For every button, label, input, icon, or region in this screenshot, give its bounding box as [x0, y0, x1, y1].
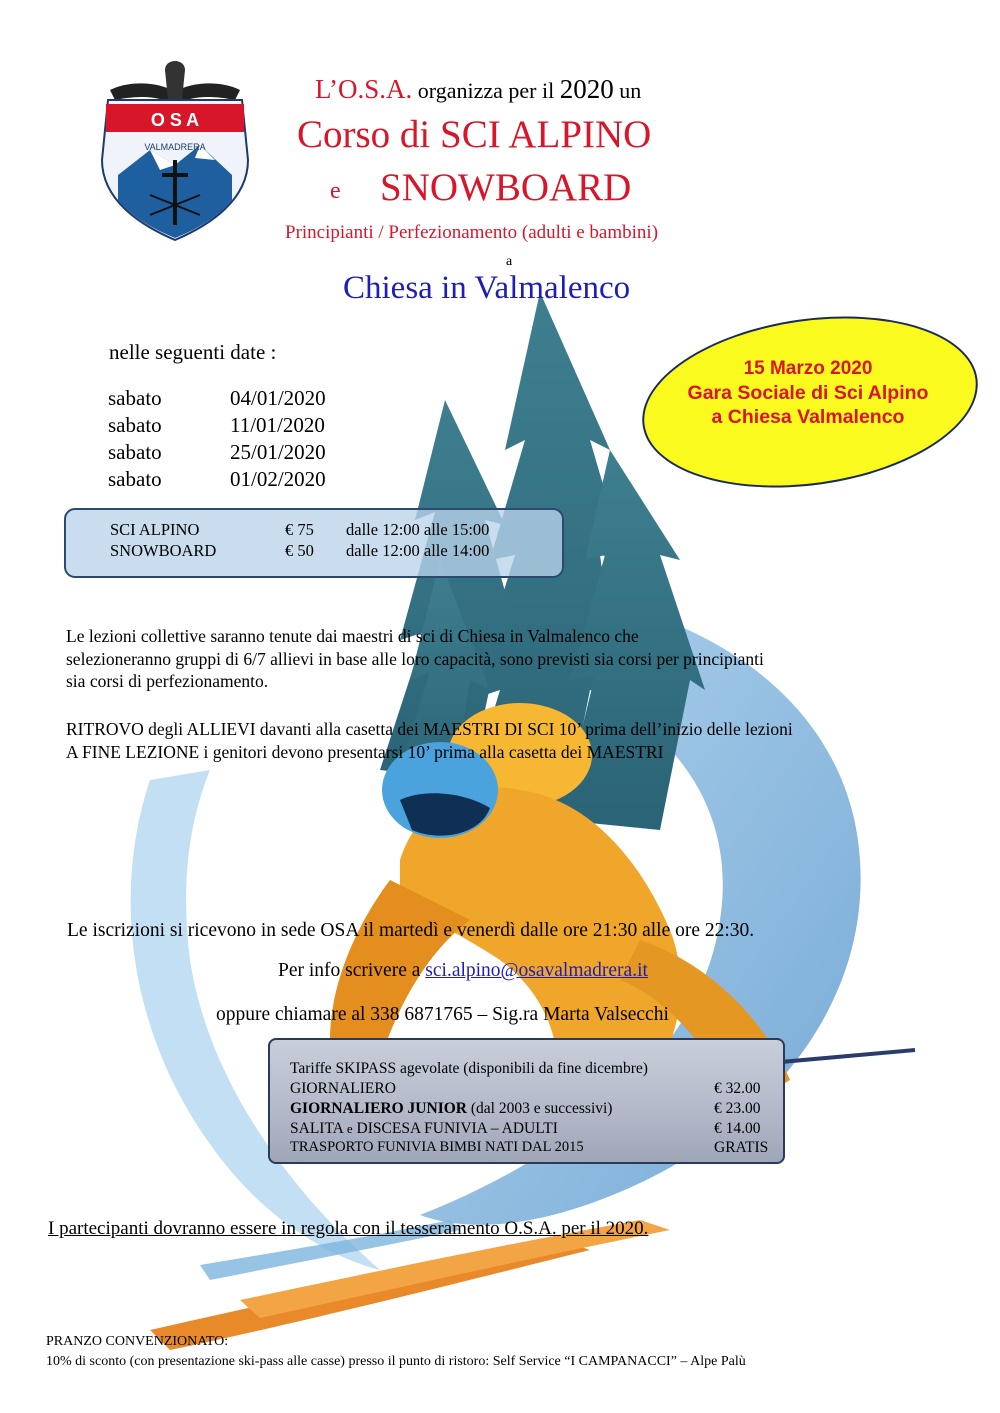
race-name: Gara Sociale di Sci Alpino	[687, 382, 929, 404]
skipass-junior-label: GIORNALIERO JUNIOR	[290, 1100, 467, 1117]
course-price-box	[64, 508, 564, 578]
enrollment-text: Le iscrizioni si ricevono in sede OSA il martedì e venerdì dalle ore 21:30 alle ore 22:30.	[67, 920, 755, 941]
meeting-line: A FINE LEZIONE i genitori devono presentarsi 10’ prima alla casetta dei MAESTRI	[66, 741, 664, 762]
header-line1	[315, 74, 745, 105]
location-prefix: a	[506, 254, 513, 269]
skipass-item-price: € 23.00	[714, 1100, 761, 1117]
skipass-label-part: e	[346, 1121, 353, 1136]
membership-note: I partecipanti dovranno essere in regola con il tesseramento O.S.A. per il 2020.	[48, 1218, 649, 1239]
year: 2020	[559, 74, 614, 104]
skipass-title: Tariffe SKIPASS agevolate (disponibili da fine dicembre)	[290, 1060, 648, 1077]
course-time: dalle 12:00 alle 15:00	[346, 520, 490, 539]
skipass-item-label	[290, 1120, 558, 1138]
course-time: dalle 12:00 alle 14:00	[346, 541, 490, 560]
course-price: € 75	[285, 520, 314, 539]
info-email-line	[278, 960, 648, 982]
course-title: Corso di SCI ALPINO	[297, 113, 652, 156]
skipass-item-price: GRATIS	[714, 1139, 769, 1156]
organizes-text: organizza per il	[412, 78, 560, 103]
info-prefix: Per info scrivere a	[278, 960, 426, 981]
skipass-junior-note: (dal 2003 e successivi)	[466, 1100, 613, 1117]
date-value: 04/01/2020	[230, 386, 326, 410]
skipass-item-label	[290, 1100, 612, 1118]
date-row	[108, 467, 326, 492]
date-row	[108, 413, 325, 438]
date-value: 01/02/2020	[230, 467, 326, 491]
osa-logo	[102, 61, 248, 240]
logo-text-arc: VALMADRERA	[144, 142, 206, 152]
race-callout-text	[641, 357, 975, 429]
race-date: 15 Marzo 2020	[743, 358, 873, 379]
skipass-item-label: TRASPORTO FUNIVIA BIMBI NATI DAL 2015	[290, 1139, 584, 1155]
date-day: sabato	[108, 440, 162, 464]
skipass-label-part: SALITA	[290, 1120, 347, 1137]
phone-line: oppure chiamare al 338 6871765 – Sig.ra Marta Valsecchi	[216, 1004, 669, 1025]
date-day: sabato	[108, 386, 162, 410]
skipass-item-label: GIORNALIERO	[290, 1080, 396, 1097]
race-location: a Chiesa Valmalenco	[711, 406, 905, 428]
date-day: sabato	[108, 467, 162, 491]
lessons-line: sia corsi di perfezionamento.	[66, 671, 269, 691]
location-title: Chiesa in Valmalenco	[343, 270, 631, 306]
email-link[interactable]: sci.alpino@osavalmadrera.it	[425, 960, 648, 981]
date-value: 11/01/2020	[230, 413, 325, 437]
course-name: SNOWBOARD	[110, 541, 217, 560]
skipass-item-price: € 32.00	[714, 1080, 761, 1097]
skipass-label-part: DISCESA FUNIVIA – ADULTI	[352, 1120, 558, 1137]
course-price-row	[110, 520, 489, 540]
title-conjunction: e	[330, 178, 341, 204]
course-name: SCI ALPINO	[110, 520, 200, 539]
lessons-line: selezioneranno gruppi di 6/7 allievi in base alle loro capacità, sono previsti sia corsi per principianti	[66, 648, 764, 669]
un-text: un	[613, 78, 642, 103]
meeting-line: RITROVO degli ALLIEVI davanti alla casetta dei MAESTRI DI SCI 10’ prima dell’inizio delle lezioni	[66, 719, 793, 739]
osa-name: L’O.S.A.	[315, 74, 413, 104]
date-value: 25/01/2020	[230, 440, 326, 464]
logo-text-top: O S A	[150, 110, 200, 130]
skipass-item-price: € 14.00	[714, 1120, 761, 1137]
date-row	[108, 386, 326, 411]
course-price-row	[110, 541, 489, 561]
lunch-text: 10% di sconto (con presentazione ski-pass alle casse) presso il punto di ristoro: Self Service “I CAMPANACCI” – Alpe Palù	[46, 1354, 746, 1369]
date-day: sabato	[108, 413, 162, 437]
snowboard-title: SNOWBOARD	[380, 166, 632, 209]
course-price: € 50	[285, 541, 314, 560]
lunch-title: PRANZO CONVENZIONATO:	[46, 1334, 229, 1349]
dates-intro: nelle seguenti date :	[109, 340, 277, 364]
course-subtitle: Principianti / Perfezionamento (adulti e bambini)	[285, 222, 659, 243]
lessons-paragraph	[66, 625, 966, 693]
lessons-line: Le lezioni collettive saranno tenute dai maestri di sci di Chiesa in Valmalenco che	[66, 626, 639, 646]
skipass-box	[268, 1038, 785, 1164]
meeting-paragraph	[66, 718, 966, 763]
date-row	[108, 440, 326, 465]
